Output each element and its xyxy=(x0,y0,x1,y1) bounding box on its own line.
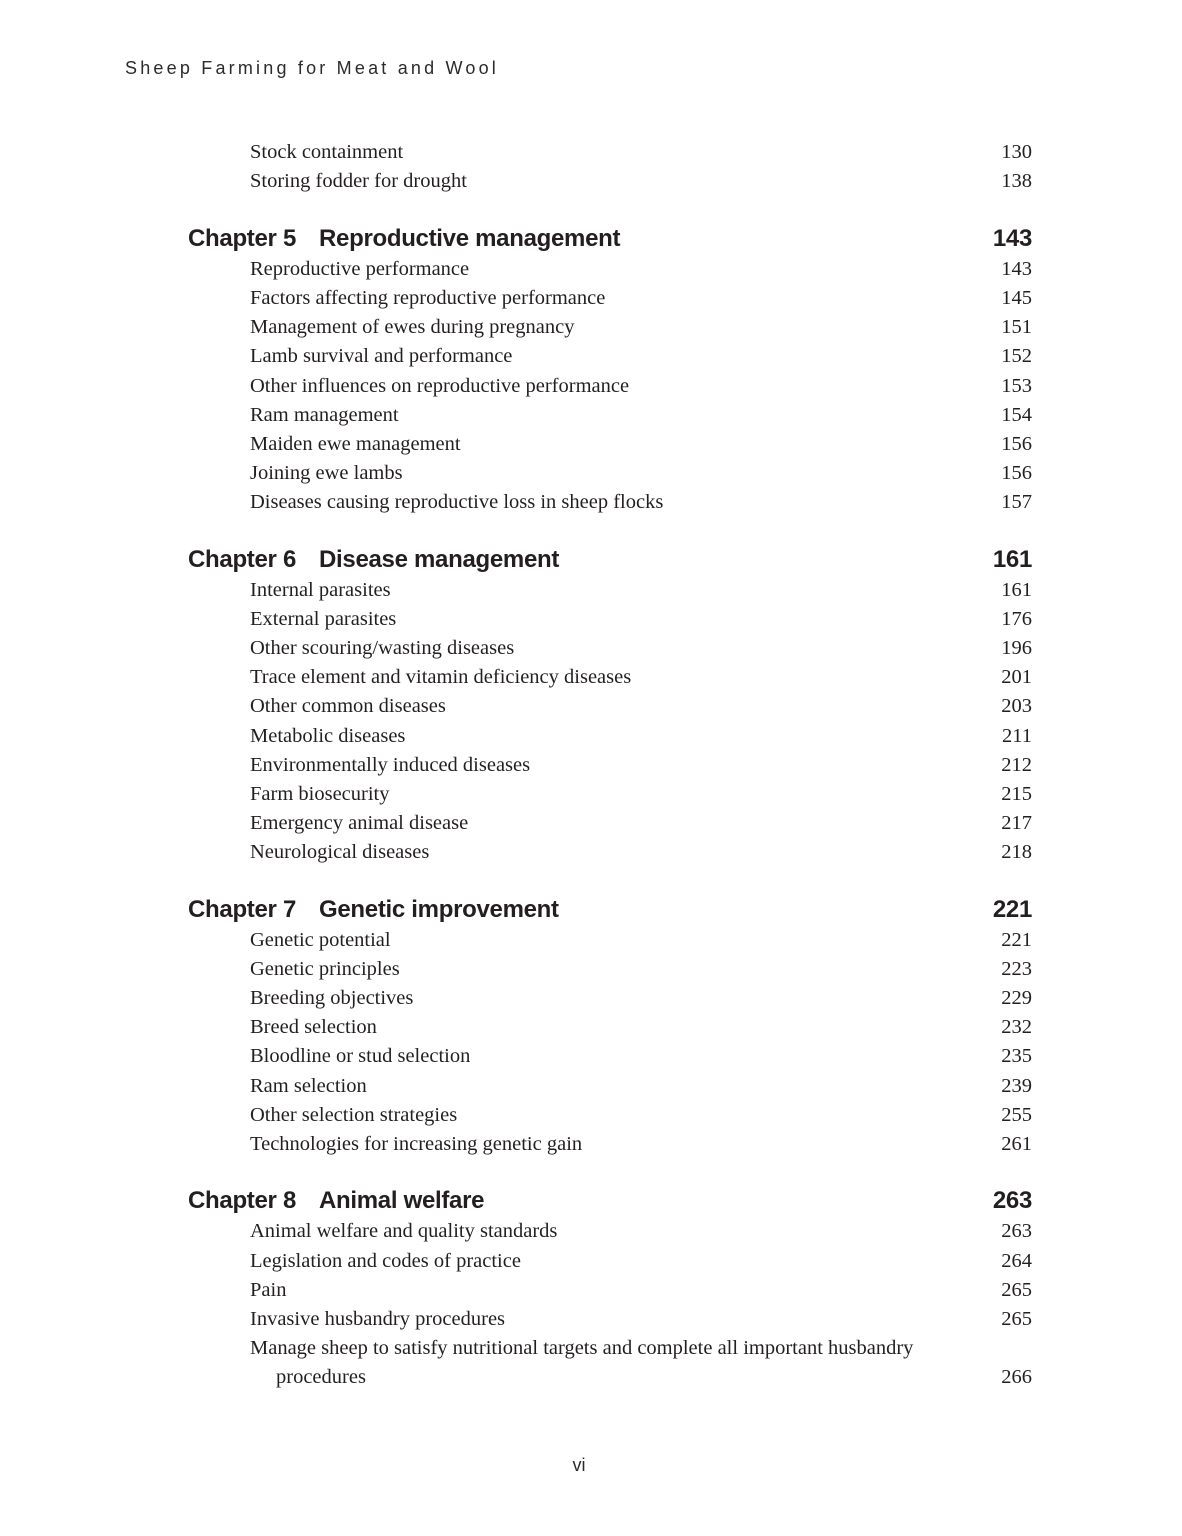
toc-entry[interactable] xyxy=(250,459,1032,488)
toc-entry-title: Management of ewes during pregnancy xyxy=(250,316,575,338)
toc-entry-page: 263 xyxy=(1001,1220,1032,1242)
toc-entry-title: Other influences on reproductive performance xyxy=(250,375,630,397)
toc-entry[interactable] xyxy=(250,342,1032,371)
toc-entry[interactable] xyxy=(250,663,1032,692)
toc-entry-page: 138 xyxy=(1001,170,1032,192)
toc-entry-title: Environmentally induced diseases xyxy=(250,754,531,776)
chapter-page: 221 xyxy=(992,896,1032,923)
chapter-page: 143 xyxy=(992,225,1032,252)
toc-entry[interactable] xyxy=(250,1276,1032,1305)
chapter-title: Animal welfare xyxy=(319,1187,485,1214)
toc-entry-title: Pain xyxy=(250,1279,287,1301)
toc-entry-page: 201 xyxy=(1001,666,1032,688)
toc-entry[interactable] xyxy=(250,1247,1032,1276)
toc-entry-title: Animal welfare and quality standards xyxy=(250,1220,558,1242)
toc-entry[interactable] xyxy=(250,313,1032,342)
toc-entry-page: 203 xyxy=(1001,695,1032,717)
toc-entry-page: 223 xyxy=(1001,958,1032,980)
chapter-label: Chapter 7 xyxy=(188,896,296,923)
toc-entry[interactable] xyxy=(250,1101,1032,1130)
toc-entry[interactable] xyxy=(250,1072,1032,1101)
toc-entry-title: Ram management xyxy=(250,404,399,426)
page-number: vi xyxy=(572,1455,586,1475)
toc-entry-title: Breeding objectives xyxy=(250,987,414,1009)
toc-entry-page: 151 xyxy=(1001,316,1032,338)
chapter-label: Chapter 6 xyxy=(188,546,296,573)
toc-entry-page: 264 xyxy=(1001,1250,1032,1272)
chapter-title: Genetic improvement xyxy=(319,896,559,923)
toc-entry[interactable] xyxy=(250,780,1032,809)
toc-entry[interactable] xyxy=(250,284,1032,313)
toc-entry[interactable] xyxy=(250,1130,1032,1159)
chapter-page: 263 xyxy=(992,1187,1032,1214)
toc-entry-title: Emergency animal disease xyxy=(250,812,469,834)
toc-entry-title: Diseases causing reproductive loss in sheep flocks xyxy=(250,491,664,513)
toc-entry[interactable] xyxy=(250,605,1032,634)
toc-entry-title: Genetic potential xyxy=(250,929,391,951)
running-head: Sheep Farming for Meat and Wool xyxy=(125,58,500,78)
toc-entry-title: Legislation and codes of practice xyxy=(250,1250,521,1272)
toc-entry[interactable] xyxy=(250,809,1032,838)
toc-entry-page: 265 xyxy=(1001,1308,1032,1330)
toc-entry-page: 218 xyxy=(1001,841,1032,863)
toc-entry-title: Other scouring/wasting diseases xyxy=(250,637,515,659)
toc-entry-page: 157 xyxy=(1001,491,1032,513)
toc-entry[interactable] xyxy=(250,401,1032,430)
toc-entry[interactable] xyxy=(250,430,1032,459)
toc-entry[interactable] xyxy=(250,255,1032,284)
toc-entry-page: 145 xyxy=(1001,287,1032,309)
toc-entry-title: External parasites xyxy=(250,608,397,630)
toc-entry-page: 156 xyxy=(1001,433,1032,455)
toc-entry[interactable] xyxy=(250,634,1032,663)
toc-entry-page: 143 xyxy=(1001,258,1032,280)
toc-entry-page: 266 xyxy=(1001,1366,1032,1388)
toc-entry[interactable] xyxy=(250,138,1032,167)
toc-entry-title: Reproductive performance xyxy=(250,258,470,280)
toc-entry-page: 239 xyxy=(1001,1075,1032,1097)
toc-entry[interactable] xyxy=(250,722,1032,751)
toc-entry-page: 153 xyxy=(1001,375,1032,397)
toc-entry-page: 215 xyxy=(1001,783,1032,805)
toc-entry[interactable] xyxy=(250,372,1032,401)
toc-entry-page: 232 xyxy=(1001,1016,1032,1038)
toc-entry[interactable] xyxy=(250,751,1032,780)
toc-entry[interactable] xyxy=(250,838,1032,867)
toc-entry-title: Internal parasites xyxy=(250,579,391,601)
toc-entry-page: 261 xyxy=(1001,1133,1032,1155)
toc-entry[interactable] xyxy=(250,1334,1032,1392)
toc-entry[interactable] xyxy=(250,1042,1032,1071)
toc-entry-page: 130 xyxy=(1001,141,1032,163)
toc-entry-page: 161 xyxy=(1001,579,1032,601)
chapter-heading-5[interactable] xyxy=(188,223,1032,255)
toc-entry[interactable] xyxy=(250,576,1032,605)
toc-entry-page: 152 xyxy=(1001,345,1032,367)
toc-entry-title: Trace element and vitamin deficiency diseases xyxy=(250,666,632,688)
toc-entry-title: Ram selection xyxy=(250,1075,367,1097)
chapter-label: Chapter 8 xyxy=(188,1187,296,1214)
toc-entry-page: 221 xyxy=(1001,929,1032,951)
toc-entry-title: Lamb survival and performance xyxy=(250,345,513,367)
toc-entry[interactable] xyxy=(250,488,1032,517)
toc-entry-page: 212 xyxy=(1001,754,1032,776)
toc-entry-page: 217 xyxy=(1001,812,1032,834)
toc-entry[interactable] xyxy=(250,1013,1032,1042)
toc-entry[interactable] xyxy=(250,167,1032,196)
toc-entry-title: Technologies for increasing genetic gain xyxy=(250,1133,583,1155)
toc-entry[interactable] xyxy=(250,1217,1032,1246)
chapter-heading-8[interactable] xyxy=(188,1185,1032,1217)
toc-entry-page: 154 xyxy=(1001,404,1032,426)
toc-entry-page: 255 xyxy=(1001,1104,1032,1126)
toc-entry-title: Other common diseases xyxy=(250,695,446,717)
toc-entry-title: Bloodline or stud selection xyxy=(250,1045,471,1067)
toc-entry-title: Neurological diseases xyxy=(250,841,430,863)
toc-entry-page: 265 xyxy=(1001,1279,1032,1301)
toc-entry[interactable] xyxy=(250,926,1032,955)
chapter-page: 161 xyxy=(992,546,1032,573)
chapter-label: Chapter 5 xyxy=(188,225,296,252)
toc-entry-title: Farm biosecurity xyxy=(250,783,390,805)
toc-entry-title: Invasive husbandry procedures xyxy=(250,1308,506,1330)
toc-entry[interactable] xyxy=(250,984,1032,1013)
toc-entry-title: Breed selection xyxy=(250,1016,377,1038)
toc-entry-title: Other selection strategies xyxy=(250,1104,458,1126)
toc-entry-title: Storing fodder for drought xyxy=(250,170,467,192)
toc-entry-title: Joining ewe lambs xyxy=(250,462,403,484)
toc-entry-page: 235 xyxy=(1001,1045,1032,1067)
toc-entry-page: 196 xyxy=(1001,637,1032,659)
chapter-title: Disease management xyxy=(319,546,560,573)
toc-entry-page: 211 xyxy=(1002,725,1032,747)
toc-entry-title: Stock containment xyxy=(250,141,404,163)
toc-entry-page: 229 xyxy=(1001,987,1032,1009)
toc-entry[interactable] xyxy=(250,692,1032,721)
toc-entry-title: Manage sheep to satisfy nutritional targets and complete all important husbandry procedures xyxy=(250,1337,914,1388)
toc-entry-title: Maiden ewe management xyxy=(250,433,461,455)
toc-entry-title: Metabolic diseases xyxy=(250,725,406,747)
toc-entry[interactable] xyxy=(250,1305,1032,1334)
toc-entry-page: 176 xyxy=(1001,608,1032,630)
toc-entry[interactable] xyxy=(250,955,1032,984)
toc-entry-title: Factors affecting reproductive performance xyxy=(250,287,606,309)
toc-entry-page: 156 xyxy=(1001,462,1032,484)
chapter-title: Reproductive management xyxy=(319,225,621,252)
chapter-heading-6[interactable] xyxy=(188,544,1032,576)
toc-entry-title: Genetic principles xyxy=(250,958,400,980)
chapter-heading-7[interactable] xyxy=(188,894,1032,926)
